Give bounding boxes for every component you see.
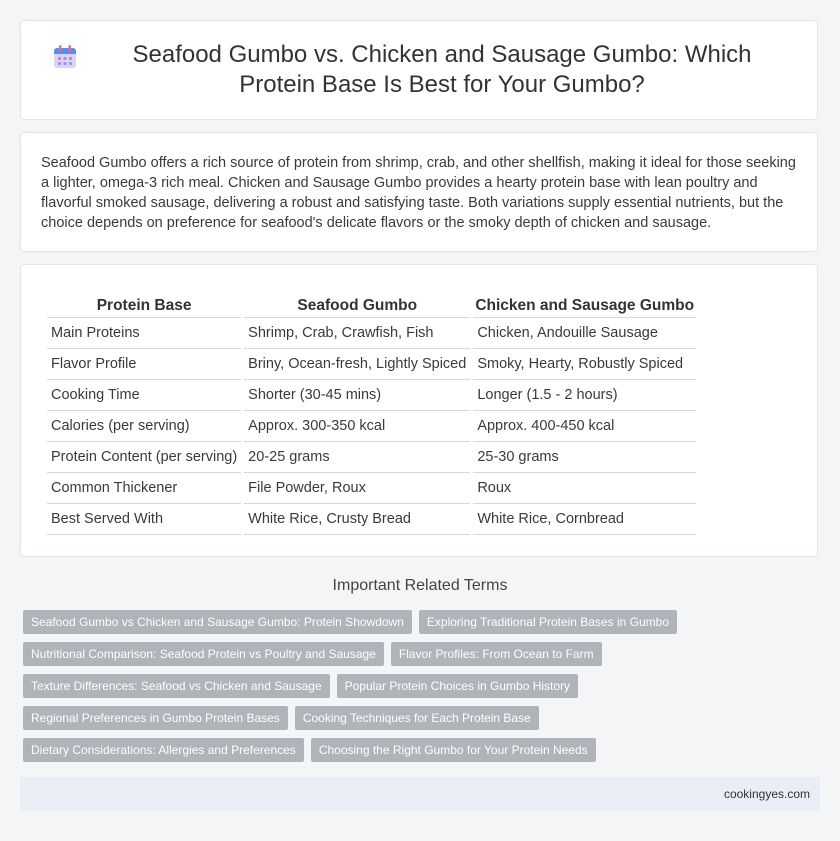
related-tag[interactable]: Dietary Considerations: Allergies and Preferences: [23, 738, 304, 762]
title-wrap: [21, 21, 817, 119]
table-cell: Main Proteins: [47, 318, 241, 349]
table-cell: 20-25 grams: [244, 442, 470, 473]
table-row: [47, 318, 696, 349]
table-cell: Chicken, Andouille Sausage: [473, 318, 696, 349]
related-tag[interactable]: Flavor Profiles: From Ocean to Farm: [391, 642, 602, 666]
table-cell: Roux: [473, 473, 696, 504]
table-cell: White Rice, Crusty Bread: [244, 504, 470, 535]
table-cell: White Rice, Cornbread: [473, 504, 696, 535]
footer-site[interactable]: cookingyes.com: [723, 786, 810, 801]
comparison-table: [44, 293, 699, 535]
table-card: [20, 264, 818, 557]
related-tag[interactable]: Cooking Techniques for Each Protein Base: [295, 706, 539, 730]
table-cell: Longer (1.5 - 2 hours): [473, 380, 696, 411]
table-cell: Common Thickener: [47, 473, 241, 504]
table-header-row: [47, 293, 696, 318]
table-cell: Protein Content (per serving): [47, 442, 241, 473]
table-cell: 25-30 grams: [473, 442, 696, 473]
related-tag[interactable]: Seafood Gumbo vs Chicken and Sausage Gumbo: Protein Showdown: [23, 610, 412, 634]
table-cell: Flavor Profile: [47, 349, 241, 380]
table-cell: File Powder, Roux: [244, 473, 470, 504]
table-cell: Cooking Time: [47, 380, 241, 411]
table-row: [47, 411, 696, 442]
table-cell: Briny, Ocean-fresh, Lightly Spiced: [244, 349, 470, 380]
page-title: Seafood Gumbo vs. Chicken and Sausage Gumbo: Which Protein Base Is Best for Your Gumbo?: [132, 41, 752, 98]
related-tags: [23, 610, 823, 762]
related-tag[interactable]: Regional Preferences in Gumbo Protein Bases: [23, 706, 288, 730]
summary-card: [20, 132, 818, 252]
related-tag[interactable]: Choosing the Right Gumbo for Your Protein Needs: [311, 738, 596, 762]
calendar-icon: [51, 43, 79, 71]
table-row: [47, 504, 696, 535]
related-terms-title: Important Related Terms: [332, 577, 508, 594]
table-cell: Calories (per serving): [47, 411, 241, 442]
related-tag[interactable]: Exploring Traditional Protein Bases in Gumbo: [419, 610, 677, 634]
title-card: [20, 20, 818, 120]
footer: [20, 777, 820, 810]
table-row: [47, 473, 696, 504]
table-cell: Approx. 400-450 kcal: [473, 411, 696, 442]
related-tag[interactable]: Texture Differences: Seafood vs Chicken and Sausage: [23, 674, 330, 698]
table-cell: Smoky, Hearty, Robustly Spiced: [473, 349, 696, 380]
header-chicken-sausage-gumbo: Chicken and Sausage Gumbo: [473, 293, 696, 318]
related-tag[interactable]: Nutritional Comparison: Seafood Protein vs Poultry and Sausage: [23, 642, 384, 666]
table-row: [47, 349, 696, 380]
table-cell: Shorter (30-45 mins): [244, 380, 470, 411]
table-row: [47, 442, 696, 473]
summary-text: Seafood Gumbo offers a rich source of protein from shrimp, crab, and other shellfish, making it ideal for those seeking a lighter, omega-3 rich meal. Chicken and Sausage Gumbo provides a hearty protein base with lean poultry and flavorful smoked sausage, delivering a robust and satisfying taste. Both variations supply essential nutrients, but the choice depends on preference for seafood's delicate flavors or the smoky depth of chicken and sausage.: [41, 155, 796, 231]
table-row: [47, 380, 696, 411]
table-cell: Shrimp, Crab, Crawfish, Fish: [244, 318, 470, 349]
table-cell: Approx. 300-350 kcal: [244, 411, 470, 442]
table-cell: Best Served With: [47, 504, 241, 535]
header-protein-base: Protein Base: [47, 293, 241, 318]
related-tag[interactable]: Popular Protein Choices in Gumbo History: [337, 674, 578, 698]
header-seafood-gumbo: Seafood Gumbo: [244, 293, 470, 318]
